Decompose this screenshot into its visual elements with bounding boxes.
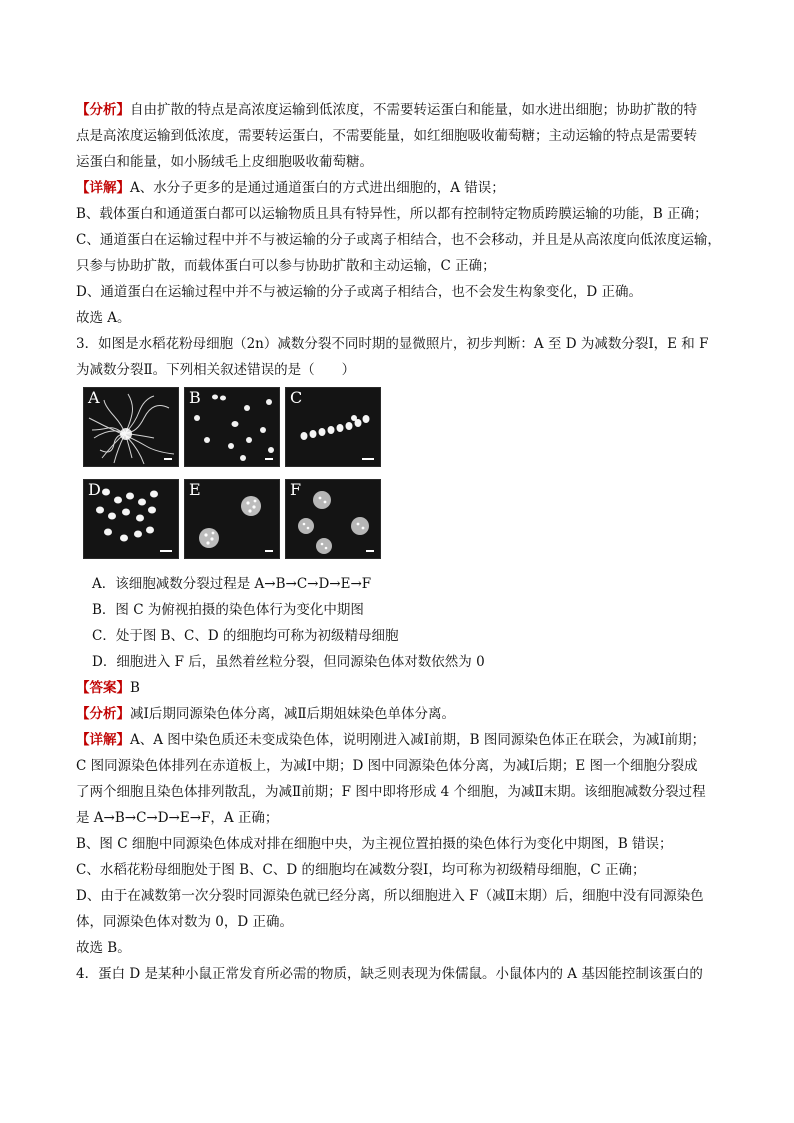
detail-3-line-7: D、由于在减数第一次分裂时同源染色就已经分离，所以细胞进入 F（减Ⅱ末期）后，细胞中没有同源染色: [76, 888, 704, 904]
micrograph-a: [83, 387, 179, 467]
detail-3-line-3: 了两个细胞且染色体排列散乱，为减Ⅱ前期；F 图中即将形成 4 个细胞，为减Ⅱ末期。该细胞减数分裂过程: [76, 784, 706, 800]
option-c: C．处于图 B、C、D 的细胞均可称为初级精母细胞: [92, 628, 399, 644]
document-page: [76, 97, 726, 987]
detail-3-line-6: C、水稻花粉母细胞处于图 B、C、D 的细胞均在减数分裂Ⅰ，均可称为初级精母细胞，C 正确；: [76, 862, 646, 878]
panel-label: A: [88, 388, 100, 407]
panel-label: C: [290, 388, 303, 407]
detail-1-line-3: C、通道蛋白在运输过程中并不与被运输的分子或离子相结合，也不会移动，并且是从高浓度向低浓度运输，: [76, 232, 721, 248]
question-4-line-1: 4．蛋白 D 是某种小鼠正常发育所必需的物质，缺乏则表现为侏儒鼠。小鼠体内的 A 基因能控制该蛋白的: [76, 966, 703, 982]
scale-bar: [362, 458, 374, 460]
panel-label: B: [189, 388, 201, 407]
question-3-line-1: 3．如图是水稻花粉母细胞（2n）减数分裂不同时期的显微照片，初步判断：A 至 D 为减数分裂Ⅰ，E 和 F: [76, 336, 709, 352]
micrograph-b: [184, 387, 280, 467]
detail-tag: 【详解】: [76, 180, 130, 196]
option-a: A．该细胞减数分裂过程是 A→B→C→D→E→F: [92, 576, 372, 592]
detail-1-conclusion: 故选 A。: [76, 310, 131, 326]
detail-tag: 【详解】: [76, 732, 130, 748]
panel-label: D: [88, 480, 101, 499]
detail-3-line-4: 是 A→B→C→D→E→F，A 正确；: [76, 810, 279, 826]
micrograph-grid: [83, 387, 726, 565]
scale-bar: [366, 550, 374, 552]
analysis-1-line-1: 【分析】自由扩散的特点是高浓度运输到低浓度，不需要转运蛋白和能量，如水进出细胞；协助扩散的特: [76, 102, 697, 118]
detail-3-line-8: 体，同源染色体对数为 0，D 正确。: [76, 914, 293, 930]
detail-3-conclusion: 故选 B。: [76, 940, 131, 956]
detail-3-line-5: B、图 C 细胞中同源染色体成对排在细胞中央，为主视位置拍摄的染色体行为变化中期图，B 错误；: [76, 836, 673, 852]
panel-label: F: [290, 480, 302, 499]
answer-3: [76, 675, 726, 701]
scale-bar: [265, 458, 273, 460]
scale-bar: [265, 550, 273, 552]
micrograph-d: [83, 479, 179, 559]
analysis-tag: 【分析】: [76, 706, 130, 722]
detail-1-line-4: 只参与协助扩散，而载体蛋白可以参与协助扩散和主动运输，C 正确；: [76, 258, 496, 274]
analysis-1-line-3: 运蛋白和能量，如小肠绒毛上皮细胞吸收葡萄糖。: [76, 154, 373, 170]
scale-bar: [160, 550, 172, 552]
scale-bar: [164, 458, 172, 460]
analysis-1-line-2: 点是高浓度运输到低浓度，需要转运蛋白，不需要能量，如红细胞吸收葡萄糖；主动运输的特点是需要转: [76, 128, 697, 144]
detail-1-line-1: 【详解】A、水分子更多的是通过通道蛋白的方式进出细胞的，A 错误；: [76, 180, 505, 196]
detail-1-line-5: D、通道蛋白在运输过程中并不与被运输的分子或离子相结合，也不会发生构象变化，D 正确。: [76, 284, 642, 300]
option-b: B．图 C 为俯视拍摄的染色体行为变化中期图: [92, 602, 364, 618]
analysis-tag: 【分析】: [76, 102, 130, 118]
micrograph-e: [184, 479, 280, 559]
detail-3-line-2: C 图同源染色体排列在赤道板上，为减Ⅰ中期；D 图中同源染色体分离，为减Ⅰ后期；E 图一个细胞分裂成: [76, 758, 698, 774]
analysis-3: 【分析】减Ⅰ后期同源染色体分离，减Ⅱ后期姐妹染色单体分离。: [76, 706, 456, 722]
option-d: D．细胞进入 F 后，虽然着丝粒分裂，但同源染色体对数依然为 0: [92, 654, 485, 670]
micrograph-c: [285, 387, 381, 467]
detail-1-line-2: B、载体蛋白和通道蛋白都可以运输物质且具有特异性，所以都有控制特定物质跨膜运输的功能，B 正确；: [76, 206, 708, 222]
answer-tag: 【答案】: [76, 680, 130, 696]
micrograph-f: [285, 479, 381, 559]
panel-label: E: [189, 480, 201, 499]
detail-3-line-1: 【详解】A、A 图中染色质还未变成染色体，说明刚进入减Ⅰ前期，B 图同源染色体正在联会，为减Ⅰ前期；: [76, 732, 706, 748]
answer-value: B: [130, 680, 140, 696]
question-3-line-2: 为减数分裂Ⅱ。下列相关叙述错误的是（ ）: [76, 362, 356, 378]
